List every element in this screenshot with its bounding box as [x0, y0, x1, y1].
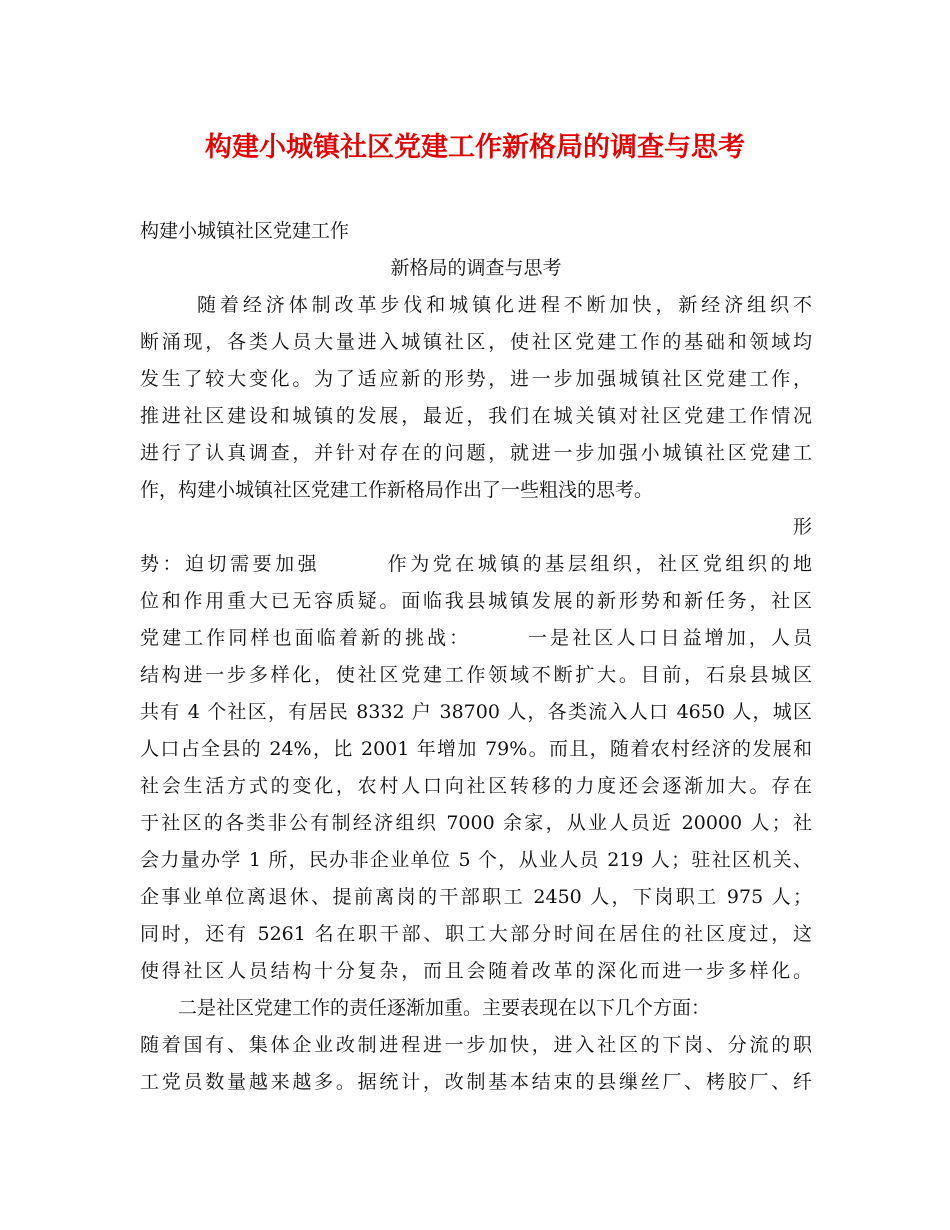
text-line: 企事业单位离退休、提前离岗的干部职工 2450 人，下岗职工 975 人；	[140, 886, 812, 908]
text-line: 新格局的调查与思考	[390, 257, 562, 279]
document-title: 构建小城镇社区党建工作新格局的调查与思考	[205, 132, 745, 163]
text-line: 工党员数量越来越多。据统计，改制基本结束的县缫丝厂、栲胶厂、纤	[140, 1071, 812, 1093]
text-line: 构建小城镇社区党建工作	[140, 220, 350, 242]
text-line: 二是社区党建工作的责任逐渐加重。主要表现在以下几个方面：	[178, 997, 711, 1019]
text-line: 结构进一步多样化，使社区党建工作领域不断扩大。目前，石泉县城区	[140, 664, 812, 686]
text-line: 形	[792, 516, 812, 538]
text-line: 于社区的各类非公有制经济组织 7000 余家，从业人员近 20000 人；社	[140, 812, 812, 834]
text-line: 断涌现，各类人员大量进入城镇社区，使社区党建工作的基础和领域均	[140, 331, 812, 353]
text-line: 推进社区建设和城镇的发展，最近，我们在城关镇对社区党建工作情况	[140, 405, 812, 427]
text-line: 发生了较大变化。为了适应新的形势，进一步加强城镇社区党建工作，	[140, 368, 812, 390]
text-line: 位和作用重大已无容质疑。面临我县城镇发展的新形势和新任务，社区	[140, 590, 812, 612]
text-line: 随着国有、集体企业改制进程进一步加快，进入社区的下岗、分流的职	[140, 1034, 812, 1056]
text-line: 党建工作同样也面临着新的挑战： 一是社区人口日益增加，人员	[140, 627, 812, 649]
text-line: 进行了认真调查，并针对存在的问题，就进一步加强小城镇社区党建工	[140, 442, 812, 464]
text-line: 作，构建小城镇社区党建工作新格局作出了一些粗浅的思考。	[140, 479, 654, 501]
document-body	[140, 213, 812, 1101]
text-line: 社会生活方式的变化，农村人口向社区转移的力度还会逐渐加大。存在	[140, 775, 812, 797]
text-line: 共有 4 个社区，有居民 8332 户 38700 人，各类流入人口 4650 人，城区	[140, 701, 812, 723]
text-line: 人口占全县的 24%，比 2001 年增加 79%。而且，随着农村经济的发展和	[140, 738, 812, 760]
text-line: 势：迫切需要加强 作为党在城镇的基层组织，社区党组织的地	[140, 553, 812, 575]
text-line: 同时，还有 5261 名在职干部、职工大部分时间在居住的社区度过，这	[140, 923, 812, 945]
text-line: 随着经济体制改革步伐和城镇化进程不断加快，新经济组织不	[197, 294, 812, 316]
text-line: 使得社区人员结构十分复杂，而且会随着改革的深化而进一步多样化。	[140, 960, 812, 982]
text-line: 会力量办学 1 所，民办非企业单位 5 个，从业人员 219 人；驻社区机关、	[140, 849, 812, 871]
